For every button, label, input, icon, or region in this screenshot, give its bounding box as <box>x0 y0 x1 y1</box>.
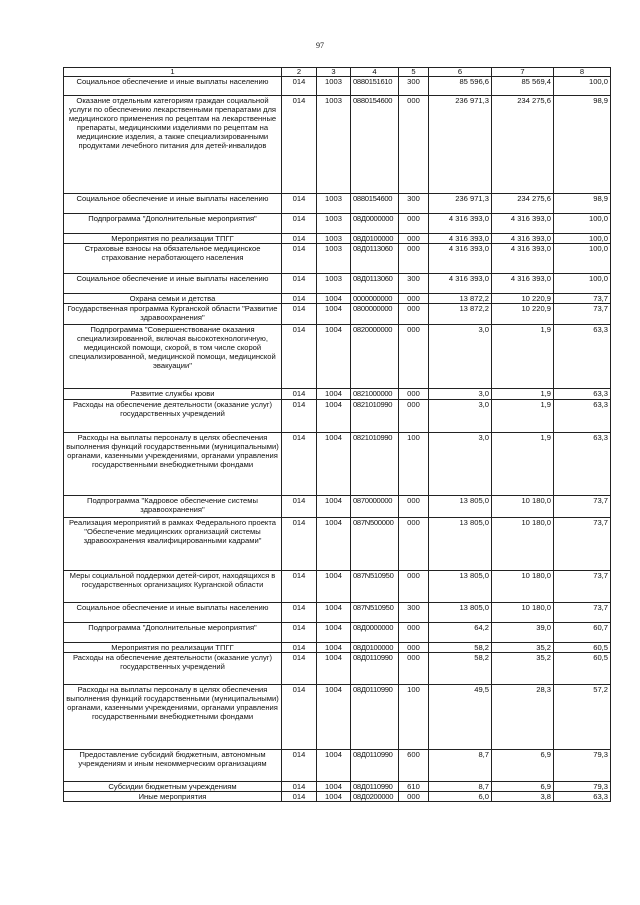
column-header: 7 <box>492 68 554 77</box>
planned-amount: 58,2 <box>429 643 492 653</box>
grbs-code: 014 <box>282 304 317 325</box>
execution-percent: 73,7 <box>554 294 611 304</box>
grbs-code: 014 <box>282 244 317 274</box>
target-article-code: 08Д0100000 <box>351 643 399 653</box>
expense-type-code: 000 <box>399 244 429 274</box>
section-code: 1004 <box>317 400 351 433</box>
expense-type-code: 000 <box>399 653 429 685</box>
expense-type-code: 610 <box>399 782 429 792</box>
planned-amount: 236 971,3 <box>429 96 492 194</box>
row-name: Страховые взносы на обязательное медицинское страхование неработающего населения <box>64 244 282 274</box>
section-code: 1003 <box>317 96 351 194</box>
expense-type-code: 000 <box>399 623 429 643</box>
section-code: 1004 <box>317 304 351 325</box>
grbs-code: 014 <box>282 571 317 603</box>
table-row <box>64 685 611 750</box>
execution-percent: 98,9 <box>554 96 611 194</box>
section-code: 1004 <box>317 603 351 623</box>
budget-table <box>63 67 611 802</box>
execution-percent: 57,2 <box>554 685 611 750</box>
expense-type-code: 000 <box>399 643 429 653</box>
target-article-code: 0880154600 <box>351 194 399 214</box>
row-name: Расходы на выплаты персоналу в целях обеспечения выполнения функций государственными (муниципальными) органами, казенными учреждениями, органами управления государственными внебюджетными фондами <box>64 433 282 496</box>
table-row <box>64 653 611 685</box>
table-row <box>64 782 611 792</box>
grbs-code: 014 <box>282 96 317 194</box>
row-name: Оказание отдельным категориям граждан социальной услуги по обеспечению лекарственными препаратами для медицинского применения по рецептам на лекарственные препараты, медицинскими изделиями по рецептам на медицинские изделия, а также специализированными продуктами лечебного питания для детей-инвалидов <box>64 96 282 194</box>
planned-amount: 13 805,0 <box>429 571 492 603</box>
execution-percent: 60,5 <box>554 643 611 653</box>
section-code: 1003 <box>317 214 351 234</box>
expense-type-code: 100 <box>399 685 429 750</box>
grbs-code: 014 <box>282 433 317 496</box>
executed-amount: 6,9 <box>492 782 554 792</box>
execution-percent: 63,3 <box>554 389 611 400</box>
grbs-code: 014 <box>282 400 317 433</box>
target-article-code: 0820000000 <box>351 325 399 389</box>
planned-amount: 3,0 <box>429 433 492 496</box>
planned-amount: 13 872,2 <box>429 304 492 325</box>
section-code: 1003 <box>317 244 351 274</box>
target-article-code: 0821010990 <box>351 400 399 433</box>
execution-percent: 63,3 <box>554 792 611 802</box>
table-row <box>64 603 611 623</box>
row-name: Иные мероприятия <box>64 792 282 802</box>
planned-amount: 3,0 <box>429 400 492 433</box>
row-name: Расходы на выплаты персоналу в целях обеспечения выполнения функций государственными (муниципальными) органами, казенными учреждениями, органами управления государственными внебюджетными фондами <box>64 685 282 750</box>
expense-type-code: 600 <box>399 750 429 782</box>
executed-amount: 85 569,4 <box>492 77 554 96</box>
execution-percent: 73,7 <box>554 603 611 623</box>
grbs-code: 014 <box>282 685 317 750</box>
section-code: 1003 <box>317 234 351 244</box>
section-code: 1004 <box>317 571 351 603</box>
target-article-code: 08Д0110990 <box>351 653 399 685</box>
planned-amount: 13 805,0 <box>429 496 492 518</box>
grbs-code: 014 <box>282 325 317 389</box>
table-row <box>64 792 611 802</box>
expense-type-code: 000 <box>399 96 429 194</box>
section-code: 1004 <box>317 685 351 750</box>
table-row <box>64 214 611 234</box>
target-article-code: 08Д0200000 <box>351 792 399 802</box>
planned-amount: 49,5 <box>429 685 492 750</box>
target-article-code: 0000000000 <box>351 294 399 304</box>
row-name: Социальное обеспечение и иные выплаты населению <box>64 194 282 214</box>
grbs-code: 014 <box>282 643 317 653</box>
row-name: Государственная программа Курганской области "Развитие здравоохранения" <box>64 304 282 325</box>
execution-percent: 73,7 <box>554 304 611 325</box>
section-code: 1003 <box>317 274 351 294</box>
execution-percent: 63,3 <box>554 433 611 496</box>
planned-amount: 8,7 <box>429 782 492 792</box>
row-name: Меры социальной поддержки детей-сирот, находящихся в государственных организациях Курганской области <box>64 571 282 603</box>
table-row <box>64 244 611 274</box>
row-name: Мероприятия по реализации ТПГГ <box>64 234 282 244</box>
planned-amount: 4 316 393,0 <box>429 214 492 234</box>
executed-amount: 10 180,0 <box>492 496 554 518</box>
expense-type-code: 000 <box>399 234 429 244</box>
planned-amount: 13 805,0 <box>429 603 492 623</box>
grbs-code: 014 <box>282 792 317 802</box>
section-code: 1004 <box>317 496 351 518</box>
section-code: 1004 <box>317 643 351 653</box>
table-row <box>64 518 611 571</box>
grbs-code: 014 <box>282 518 317 571</box>
grbs-code: 014 <box>282 214 317 234</box>
target-article-code: 0821000000 <box>351 389 399 400</box>
column-header: 8 <box>554 68 611 77</box>
table-row <box>64 325 611 389</box>
execution-percent: 100,0 <box>554 234 611 244</box>
expense-type-code: 300 <box>399 603 429 623</box>
expense-type-code: 000 <box>399 496 429 518</box>
executed-amount: 4 316 393,0 <box>492 234 554 244</box>
target-article-code: 087N510950 <box>351 603 399 623</box>
expense-type-code: 000 <box>399 214 429 234</box>
expense-type-code: 100 <box>399 433 429 496</box>
grbs-code: 014 <box>282 496 317 518</box>
expense-type-code: 000 <box>399 400 429 433</box>
column-header: 1 <box>64 68 282 77</box>
executed-amount: 10 180,0 <box>492 518 554 571</box>
execution-percent: 73,7 <box>554 496 611 518</box>
execution-percent: 60,5 <box>554 653 611 685</box>
grbs-code: 014 <box>282 274 317 294</box>
executed-amount: 10 180,0 <box>492 603 554 623</box>
row-name: Подпрограмма "Дополнительные мероприятия" <box>64 623 282 643</box>
execution-percent: 100,0 <box>554 244 611 274</box>
target-article-code: 0821010990 <box>351 433 399 496</box>
row-name: Социальное обеспечение и иные выплаты населению <box>64 603 282 623</box>
executed-amount: 10 220,9 <box>492 304 554 325</box>
executed-amount: 35,2 <box>492 643 554 653</box>
executed-amount: 1,9 <box>492 389 554 400</box>
section-code: 1004 <box>317 623 351 643</box>
executed-amount: 39,0 <box>492 623 554 643</box>
execution-percent: 63,3 <box>554 325 611 389</box>
row-name: Субсидии бюджетным учреждениям <box>64 782 282 792</box>
table-row <box>64 96 611 194</box>
table-row <box>64 643 611 653</box>
executed-amount: 4 316 393,0 <box>492 274 554 294</box>
planned-amount: 4 316 393,0 <box>429 274 492 294</box>
table-row <box>64 433 611 496</box>
row-name: Подпрограмма "Дополнительные мероприятия" <box>64 214 282 234</box>
expense-type-code: 000 <box>399 571 429 603</box>
table-row <box>64 294 611 304</box>
target-article-code: 08Д0113060 <box>351 274 399 294</box>
section-code: 1004 <box>317 782 351 792</box>
section-code: 1004 <box>317 389 351 400</box>
row-name: Охрана семьи и детства <box>64 294 282 304</box>
grbs-code: 014 <box>282 623 317 643</box>
planned-amount: 3,0 <box>429 389 492 400</box>
table-row <box>64 389 611 400</box>
row-name: Развитие службы крови <box>64 389 282 400</box>
execution-percent: 73,7 <box>554 518 611 571</box>
section-code: 1003 <box>317 77 351 96</box>
column-number-header <box>64 68 611 77</box>
target-article-code: 087N510950 <box>351 571 399 603</box>
executed-amount: 10 180,0 <box>492 571 554 603</box>
section-code: 1004 <box>317 653 351 685</box>
execution-percent: 79,3 <box>554 782 611 792</box>
expense-type-code: 000 <box>399 294 429 304</box>
execution-percent: 60,7 <box>554 623 611 643</box>
row-name: Мероприятия по реализации ТПГГ <box>64 643 282 653</box>
target-article-code: 08Д0000000 <box>351 623 399 643</box>
planned-amount: 4 316 393,0 <box>429 244 492 274</box>
planned-amount: 13 872,2 <box>429 294 492 304</box>
planned-amount: 13 805,0 <box>429 518 492 571</box>
execution-percent: 63,3 <box>554 400 611 433</box>
section-code: 1004 <box>317 433 351 496</box>
section-code: 1003 <box>317 194 351 214</box>
table-row <box>64 77 611 96</box>
row-name: Реализация мероприятий в рамках Федерального проекта "Обеспечение медицинских организаций системы здравоохранения квалифицированными кадрами" <box>64 518 282 571</box>
planned-amount: 58,2 <box>429 653 492 685</box>
execution-percent: 73,7 <box>554 571 611 603</box>
grbs-code: 014 <box>282 389 317 400</box>
planned-amount: 4 316 393,0 <box>429 234 492 244</box>
target-article-code: 0870000000 <box>351 496 399 518</box>
grbs-code: 014 <box>282 750 317 782</box>
executed-amount: 10 220,9 <box>492 294 554 304</box>
row-name: Социальное обеспечение и иные выплаты населению <box>64 274 282 294</box>
execution-percent: 79,3 <box>554 750 611 782</box>
execution-percent: 98,9 <box>554 194 611 214</box>
target-article-code: 08Д0100000 <box>351 234 399 244</box>
executed-amount: 4 316 393,0 <box>492 214 554 234</box>
row-name: Расходы на обеспечение деятельности (оказание услуг) государственных учреждений <box>64 653 282 685</box>
executed-amount: 3,8 <box>492 792 554 802</box>
table-row <box>64 400 611 433</box>
row-name: Расходы на обеспечение деятельности (оказание услуг) государственных учреждений <box>64 400 282 433</box>
executed-amount: 28,3 <box>492 685 554 750</box>
grbs-code: 014 <box>282 653 317 685</box>
executed-amount: 234 275,6 <box>492 96 554 194</box>
row-name: Подпрограмма "Кадровое обеспечение системы здравоохранения" <box>64 496 282 518</box>
expense-type-code: 000 <box>399 792 429 802</box>
execution-percent: 100,0 <box>554 77 611 96</box>
column-header: 5 <box>399 68 429 77</box>
expense-type-code: 300 <box>399 194 429 214</box>
table-row <box>64 571 611 603</box>
executed-amount: 4 316 393,0 <box>492 244 554 274</box>
row-name: Социальное обеспечение и иные выплаты населению <box>64 77 282 96</box>
row-name: Подпрограмма "Совершенствование оказания специализированной, включая высокотехнологичную, медицинской помощи, скорой, в том числе скорой специализированной, медицинской помощи, медицинской эвакуации" <box>64 325 282 389</box>
target-article-code: 08Д0113060 <box>351 244 399 274</box>
page-number: 97 <box>316 41 324 50</box>
expense-type-code: 300 <box>399 77 429 96</box>
executed-amount: 1,9 <box>492 433 554 496</box>
row-name: Предоставление субсидий бюджетным, автономным учреждениям и иным некоммерческим организациям <box>64 750 282 782</box>
executed-amount: 1,9 <box>492 400 554 433</box>
column-header: 4 <box>351 68 399 77</box>
column-header: 3 <box>317 68 351 77</box>
column-header: 2 <box>282 68 317 77</box>
target-article-code: 0880154600 <box>351 96 399 194</box>
execution-percent: 100,0 <box>554 214 611 234</box>
target-article-code: 08Д0110990 <box>351 685 399 750</box>
table-row <box>64 194 611 214</box>
target-article-code: 0880151610 <box>351 77 399 96</box>
executed-amount: 6,9 <box>492 750 554 782</box>
section-code: 1004 <box>317 325 351 389</box>
grbs-code: 014 <box>282 782 317 792</box>
executed-amount: 35,2 <box>492 653 554 685</box>
target-article-code: 08Д0110990 <box>351 750 399 782</box>
expense-type-code: 000 <box>399 304 429 325</box>
target-article-code: 08Д0110990 <box>351 782 399 792</box>
target-article-code: 087N500000 <box>351 518 399 571</box>
planned-amount: 3,0 <box>429 325 492 389</box>
expense-type-code: 000 <box>399 325 429 389</box>
section-code: 1004 <box>317 294 351 304</box>
expense-type-code: 000 <box>399 518 429 571</box>
table-row <box>64 623 611 643</box>
grbs-code: 014 <box>282 603 317 623</box>
grbs-code: 014 <box>282 294 317 304</box>
planned-amount: 64,2 <box>429 623 492 643</box>
grbs-code: 014 <box>282 194 317 214</box>
section-code: 1004 <box>317 518 351 571</box>
column-header: 6 <box>429 68 492 77</box>
target-article-code: 0800000000 <box>351 304 399 325</box>
table-row <box>64 496 611 518</box>
table-row <box>64 234 611 244</box>
table-row <box>64 750 611 782</box>
executed-amount: 1,9 <box>492 325 554 389</box>
grbs-code: 014 <box>282 77 317 96</box>
grbs-code: 014 <box>282 234 317 244</box>
planned-amount: 85 596,6 <box>429 77 492 96</box>
expense-type-code: 000 <box>399 389 429 400</box>
section-code: 1004 <box>317 792 351 802</box>
planned-amount: 8,7 <box>429 750 492 782</box>
table-row <box>64 304 611 325</box>
table-row <box>64 274 611 294</box>
planned-amount: 6,0 <box>429 792 492 802</box>
planned-amount: 236 971,3 <box>429 194 492 214</box>
execution-percent: 100,0 <box>554 274 611 294</box>
executed-amount: 234 275,6 <box>492 194 554 214</box>
expense-type-code: 300 <box>399 274 429 294</box>
target-article-code: 08Д0000000 <box>351 214 399 234</box>
section-code: 1004 <box>317 750 351 782</box>
